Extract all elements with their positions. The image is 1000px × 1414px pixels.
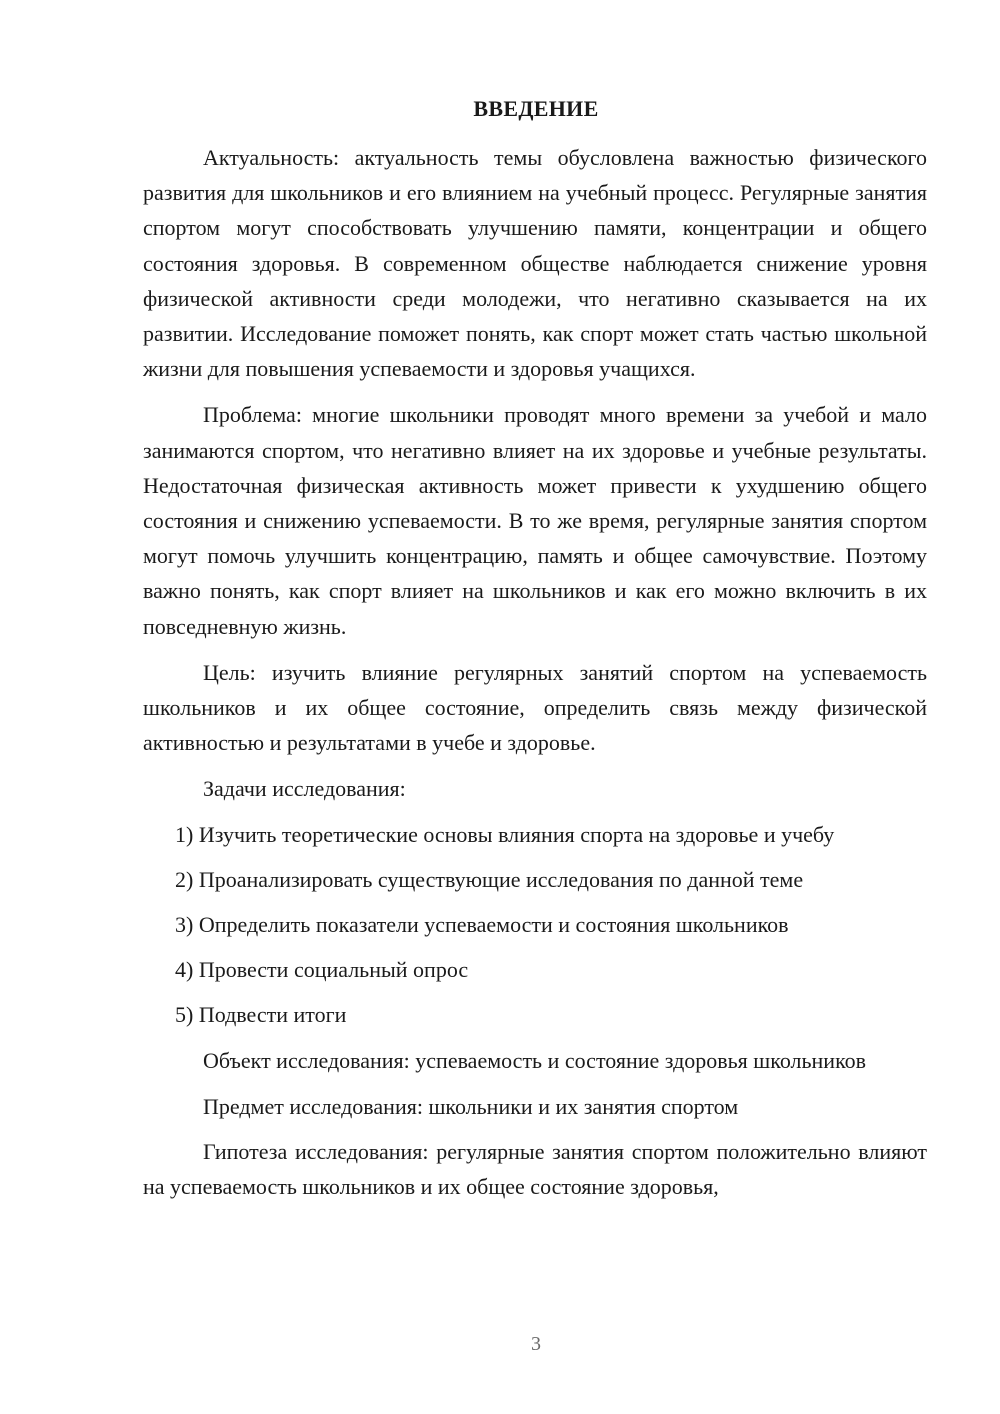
list-item: 1) Изучить теоретические основы влияния спорта на здоровье и учебу	[175, 821, 835, 847]
tasks-list	[143, 817, 927, 1033]
section-heading: ВВЕДЕНИЕ	[473, 96, 599, 121]
object-paragraph: Объект исследования: успеваемость и состояние здоровья школьников	[203, 1047, 867, 1073]
body-text	[143, 140, 927, 1215]
goal-paragraph: Цель: изучить влияние регулярных занятий спортом на успеваемость школьников и их общее состояние, определить связь между физической активностью и результатами в учебе и здоровье.	[143, 659, 927, 756]
list-item: 3) Определить показатели успеваемости и состояния школьников	[175, 912, 789, 938]
relevance-paragraph: Актуальность: актуальность темы обусловлена важностью физического развития для школьников и его влиянием на учебный процесс. Регулярные занятия спортом могут способствовать улучшению памяти, концентрации и общего состояния здоровья. В современном обществе наблюдается снижение уровня физической активности среди молодежи, что негативно сказывается на их развитии. Исследование поможет понять, как спорт может стать частью школьной жизни для повышения успеваемости и здоровья учащихся.	[143, 145, 927, 382]
problem-paragraph: Проблема: многие школьники проводят много времени за учебой и мало занимаются спортом, что негативно влияет на их здоровье и учебные результаты. Недостаточная физическая активность может привести к ухудшению общего состояния и снижению успеваемости. В то же время, регулярные занятия спортом могут помочь улучшить концентрацию, память и общее самочувствие. Поэтому важно понять, как спорт влияет на школьников и как его можно включить в их повседневную жизнь.	[143, 402, 927, 639]
list-item: 2) Проанализировать существующие исследования по данной теме	[175, 866, 804, 892]
tasks-title: Задачи исследования:	[203, 776, 406, 802]
list-item: 5) Подвести итоги	[175, 1002, 347, 1028]
subject-paragraph: Предмет исследования: школьники и их занятия спортом	[203, 1093, 739, 1119]
hypothesis-paragraph: Гипотеза исследования: регулярные занятия спортом положительно влияют на успеваемость школьников и их общее состояние здоровья,	[143, 1139, 927, 1200]
page-number: 3	[531, 1333, 541, 1355]
list-item: 4) Провести социальный опрос	[175, 957, 469, 983]
